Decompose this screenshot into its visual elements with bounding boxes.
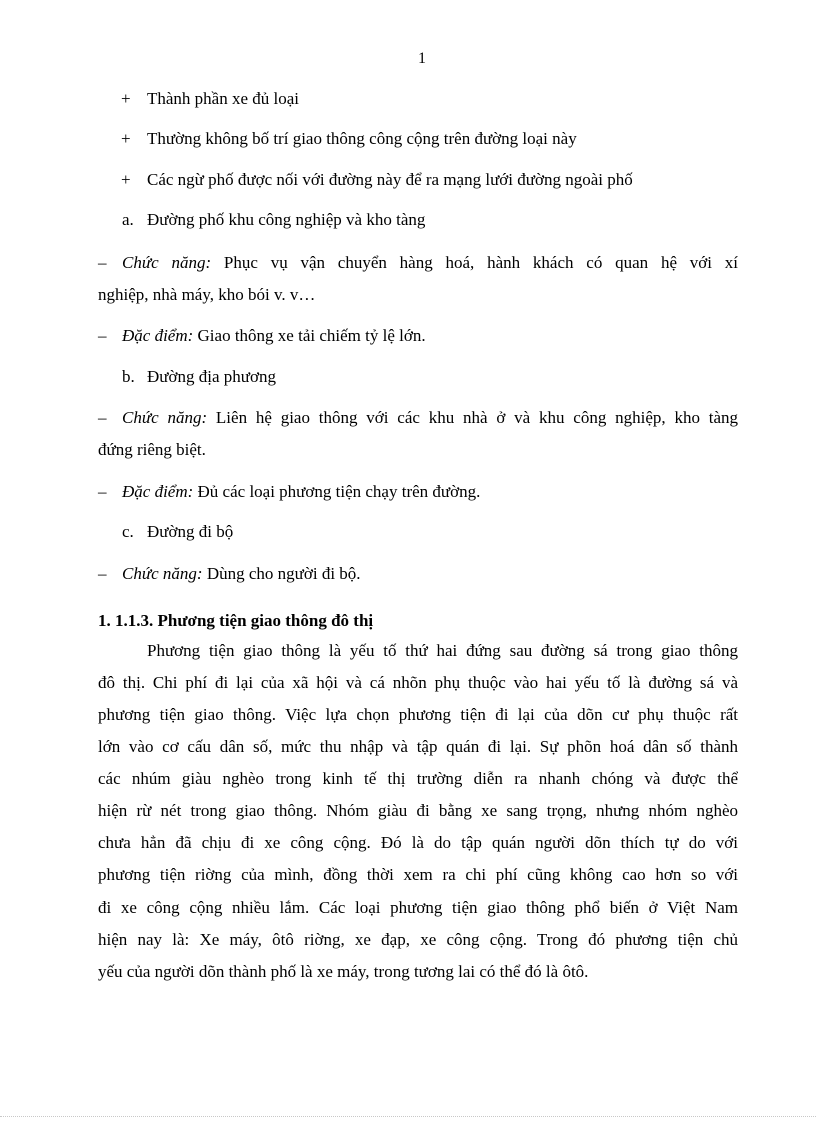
- function-text: Dùng cho người đi bộ.: [206, 564, 361, 583]
- paragraph-line: hiện rừ nét trong giao thông. Nhóm giàu đi bằng xe sang trọng, nhưng nhóm nghèo: [98, 801, 738, 820]
- section-a-function: [0, 253, 816, 273]
- list-item: [0, 129, 816, 149]
- list-item-text: Thường không bố trí giao thông công cộng trên đường loại này: [147, 129, 577, 148]
- function-line: [122, 253, 738, 273]
- dash-bullet: –: [98, 482, 107, 501]
- section-a-function-cont: nghiệp, nhà máy, kho bói v. v…: [98, 285, 316, 304]
- section-marker: c.: [122, 522, 134, 541]
- paragraph-line: các nhúm giàu nghèo trong kinh tế thị trường diễn ra nhanh chóng và được thể: [98, 769, 738, 788]
- list-item: [0, 89, 816, 109]
- feature-line: [122, 482, 480, 502]
- dash-bullet: –: [98, 564, 107, 583]
- section-b-function-cont: đứng riêng biệt.: [98, 440, 206, 459]
- function-label: Chức năng:: [122, 408, 208, 427]
- section-a-feature: [0, 326, 816, 346]
- section-b-function: [0, 408, 816, 428]
- paragraph-line: phương tiện riờng của mình, đồng thời xem ra chi phí cũng không cao hơn so với: [98, 865, 738, 884]
- section-b-feature: [0, 482, 816, 502]
- feature-label: Đặc điểm:: [122, 482, 194, 501]
- feature-text: Đủ các loại phương tiện chạy trên đường.: [197, 482, 481, 501]
- function-label: Chức năng:: [122, 253, 212, 272]
- section-title: Đường địa phương: [147, 367, 276, 386]
- paragraph-line: phương tiện giao thông. Việc lựa chọn phương tiện đi lại của dõn cư phụ thuộc rất: [98, 705, 738, 724]
- paragraph-line: yếu của người dõn thành phố là xe máy, trong tương lai có thể đó là ôtô.: [98, 962, 589, 981]
- list-item: [0, 170, 816, 190]
- dash-bullet: –: [98, 326, 107, 345]
- section-c-title: [0, 522, 816, 542]
- page-number: 1: [418, 50, 426, 67]
- section-title: Đường phố khu công nghiệp và kho tàng: [147, 210, 426, 229]
- plus-bullet: +: [121, 170, 131, 189]
- section-marker: a.: [122, 210, 134, 229]
- section-a-title: [0, 210, 816, 230]
- plus-bullet: +: [121, 129, 131, 148]
- paragraph-line: đô thị. Chi phí đi lại của xã hội và cá nhõn phụ thuộc vào hai yếu tố là đường sá và: [98, 673, 738, 692]
- function-line: [122, 408, 738, 428]
- page-bottom-rule: [0, 1116, 816, 1117]
- feature-label: Đặc điểm:: [122, 326, 194, 345]
- section-marker: b.: [122, 367, 135, 386]
- list-item-text: Các ngừ phố được nối với đường này để ra mạng lưới đường ngoài phố: [147, 170, 633, 189]
- function-label: Chức năng:: [122, 564, 203, 583]
- paragraph-line: lớn vào cơ cấu dân số, mức thu nhập và tập quán đi lại. Sự phõn hoá dân số thành: [98, 737, 738, 756]
- dash-bullet: –: [98, 253, 107, 272]
- function-line: [122, 564, 361, 584]
- function-text: Liên hệ giao thông với các khu nhà ở và khu công nghiệp, kho tàng: [215, 408, 739, 427]
- plus-bullet: +: [121, 89, 131, 108]
- dash-bullet: –: [98, 408, 107, 427]
- section-c-function: [0, 564, 816, 584]
- feature-text: Giao thông xe tải chiếm tỷ lệ lớn.: [197, 326, 426, 345]
- paragraph-line: hiện nay là: Xe máy, ôtô riờng, xe đạp, xe công cộng. Trong đó phương tiện chủ: [98, 930, 738, 949]
- section-heading: 1. 1.1.3. Phương tiện giao thông đô thị: [98, 611, 374, 630]
- list-item-text: Thành phần xe đủ loại: [147, 89, 300, 108]
- paragraph-line: chưa hẳn đã chịu đi xe công cộng. Đó là do tập quán người dõn thích tự do với: [98, 833, 738, 852]
- paragraph-line: Phương tiện giao thông là yếu tố thứ hai đứng sau đường sá trong giao thông: [147, 641, 738, 660]
- function-text: Phục vụ vận chuyển hàng hoá, hành khách có quan hệ với xí: [223, 253, 739, 272]
- section-title: Đường đi bộ: [147, 522, 234, 541]
- feature-line: [122, 326, 426, 346]
- section-b-title: [0, 367, 816, 387]
- paragraph-line: đi xe công cộng nhiều lắm. Các loại phương tiện giao thông phổ biến ở Việt Nam: [98, 898, 738, 917]
